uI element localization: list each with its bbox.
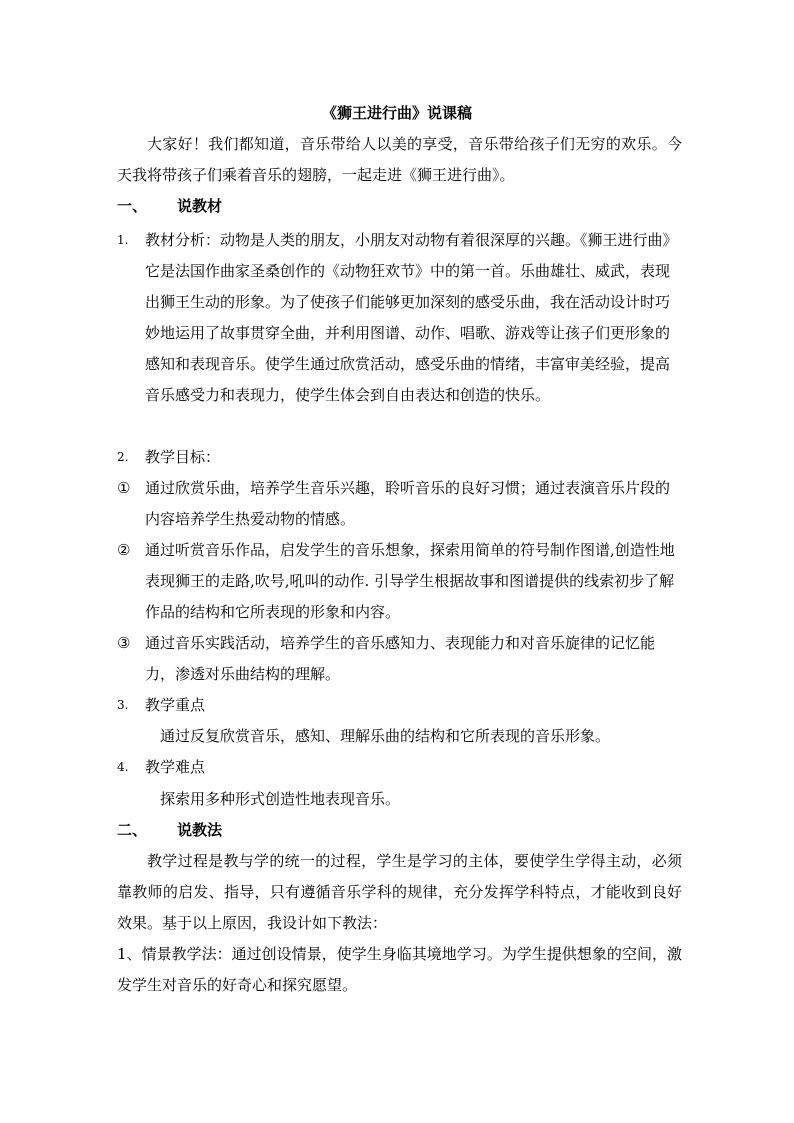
- teaching-method-paragraph: 教学过程是教与学的统一的过程，学生是学习的主体，要使学生学得主动，必须靠教师的启发、指导，只有遵循音乐学科的规律，充分发挥学科特点，才能收到良好效果。基于以上原因，我设计如下教法：: [117, 852, 682, 932]
- goal-item-3: [117, 628, 682, 690]
- list-marker: 3.: [117, 698, 129, 712]
- list-item-text: 通过音乐实践活动，培养学生的音乐感知力、表现能力和对音乐旋律的记忆能力，渗透对乐曲结构的理解。: [145, 634, 656, 683]
- list-marker: ①: [117, 479, 131, 497]
- list-marker: ②: [117, 541, 131, 559]
- list-item-text: 教学重点: [145, 696, 206, 714]
- list-item-1: [117, 225, 682, 411]
- list-item-text: 通过欣赏乐曲，培养学生音乐兴趣，聆听音乐的良好习惯；通过表演音乐片段的内容培养学生热爱动物的情感。: [145, 479, 671, 528]
- list-item-text: 教学目标：: [145, 448, 221, 466]
- key-point-detail: 通过反复欣赏音乐，感知、理解乐曲的结构和它所表现的音乐形象。: [160, 727, 611, 745]
- list-item-2: [117, 442, 682, 473]
- section-heading-1: [117, 194, 222, 218]
- list-item-4: [117, 752, 682, 783]
- list-marker: 1.: [117, 233, 129, 247]
- section-title: 说教材: [177, 197, 223, 215]
- section-heading-2: [117, 818, 222, 842]
- list-marker: 4.: [117, 760, 129, 774]
- list-item-text: 通过听赏音乐作品，启发学生的音乐想象，探索用简单的符号制作图谱,创造性地表现狮王的走路,吹号,吼叫的动作. 引导学生根据故事和图谱提供的线索初步了解作品的结构和它所表现的形象和内容。: [145, 541, 675, 621]
- list-item-3: [117, 690, 682, 721]
- goal-item-1: [117, 473, 682, 535]
- document-title: 《狮王进行曲》说课稿: [321, 104, 472, 122]
- list-marker: 2.: [117, 450, 129, 464]
- section-title: 说教法: [177, 821, 223, 839]
- list-item-text: 教学难点: [145, 758, 206, 776]
- goal-item-2: [117, 535, 682, 628]
- section-number: 二、: [117, 821, 148, 839]
- method-item-1: 1、情景教学法：通过创设情景，使学生身临其境地学习。为学生提供想象的空间，激发学生对音乐的好奇心和探究愿望。: [117, 945, 682, 994]
- difficulty-detail: 探索用多种形式创造性地表现音乐。: [160, 790, 401, 808]
- list-item-text: 教材分析：动物是人类的朋友，小朋友对动物有着很深厚的兴趣。《狮王进行曲》它是法国作曲家圣桑创作的《动物狂欢节》中的第一首。乐曲雄壮、威武，表现出狮王生动的形象。为了使孩子们能够更加深刻的感受乐曲，我在活动设计时巧妙地运用了故事贯穿全曲，并利用图谱、动作、唱歌、游戏等让孩子们更形象的感知和表现音乐。使学生通过欣赏活动，感受乐曲的情绪，丰富审美经验，提高音乐感受力和表现力，使学生体会到自由表达和创造的快乐。: [145, 231, 678, 404]
- intro-paragraph: 大家好！我们都知道，音乐带给人以美的享受，音乐带给孩子们无穷的欢乐。今天我将带孩子们乘着音乐的翅膀，一起走进《狮王进行曲》。: [117, 135, 682, 184]
- section-number: 一、: [117, 197, 148, 215]
- list-marker: ③: [117, 634, 131, 652]
